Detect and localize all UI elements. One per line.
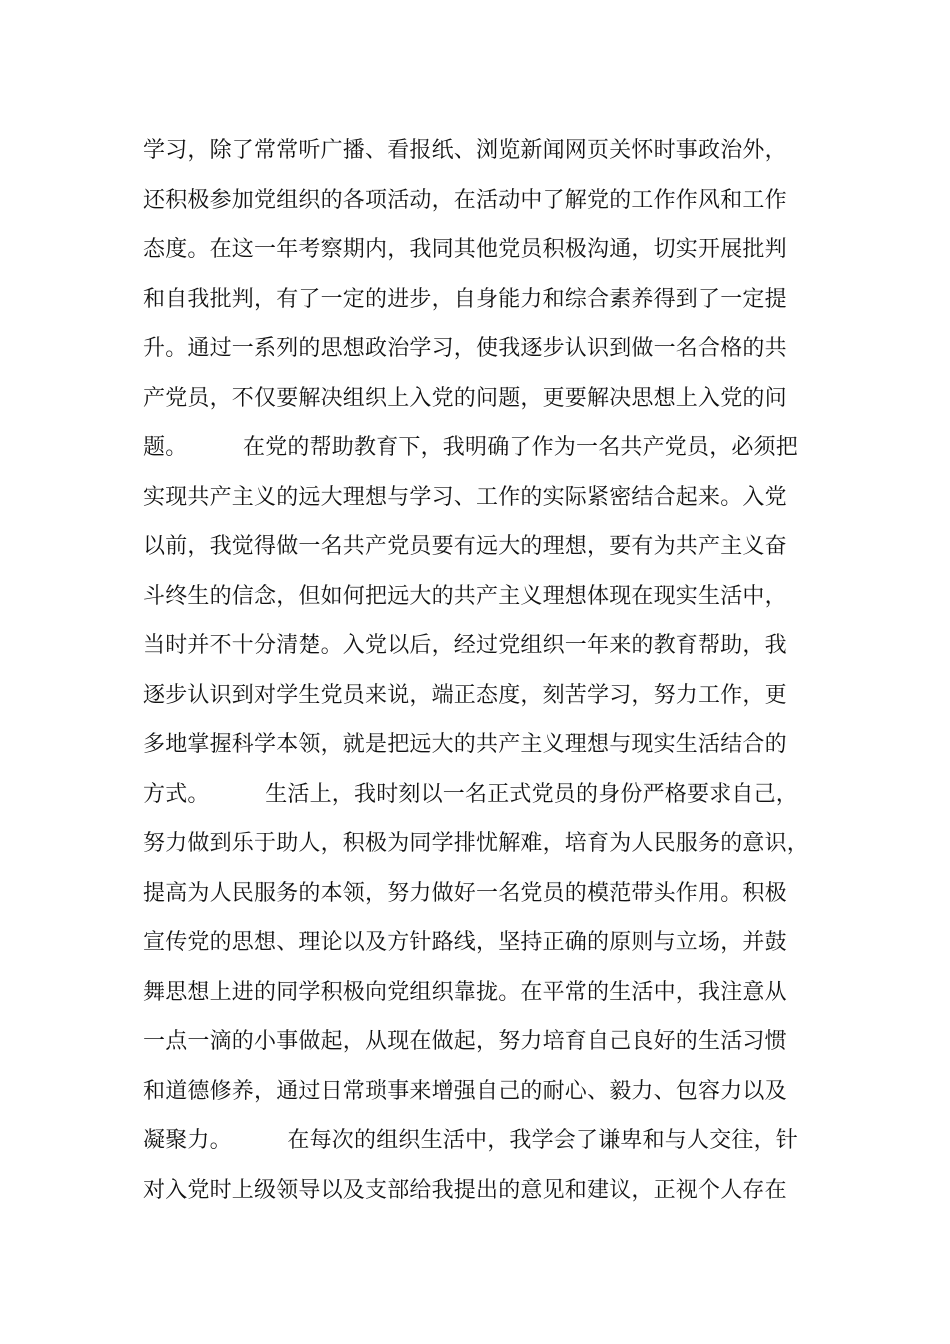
text-line: 斗终生的信念，但如何把远大的共产主义理想体现在现实生活中， <box>143 583 787 609</box>
text-line: 以前，我觉得做一名共产党员要有远大的理想，要有为共产主义奋 <box>143 534 787 559</box>
text-line: 对入党时上级领导以及支部给我提出的意见和建议，正视个人存在 <box>143 1177 787 1203</box>
text-line: 逐步认识到对学生党员来说，端正态度，刻苦学习，努力工作，更 <box>143 682 787 708</box>
text-line: 方式。 生活上，我时刻以一名正式党员的身份严格要求自己， <box>143 781 799 807</box>
text-line: 和自我批判，有了一定的进步，自身能力和综合素养得到了一定提 <box>143 286 787 312</box>
text-line: 升。通过一系列的思想政治学习，使我逐步认识到做一名合格的共 <box>143 336 787 361</box>
text-line: 产党员，不仅要解决组织上入党的问题，更要解决思想上入党的问 <box>143 385 787 411</box>
text-line: 多地掌握科学本领，就是把远大的共产主义理想与现实生活结合的 <box>143 732 787 757</box>
text-line: 题。 在党的帮助教育下，我明确了作为一名共产党员，必须把 <box>143 435 799 460</box>
text-line: 实现共产主义的远大理想与学习、工作的实际紧密结合起来。入党 <box>143 484 787 510</box>
text-line: 凝聚力。 在每次的组织生活中，我学会了谦卑和与人交往，针 <box>143 1128 799 1153</box>
text-line: 学习，除了常常听广播、看报纸、浏览新闻网页关怀时事政治外， <box>143 138 787 163</box>
text-line: 还积极参加党组织的各项活动，在活动中了解党的工作作风和工作 <box>143 187 787 213</box>
text-line: 宣传党的思想、理论以及方针路线，坚持正确的原则与立场，并鼓 <box>143 930 787 955</box>
text-line: 努力做到乐于助人，积极为同学排忧解难，培育为人民服务的意识， <box>143 831 810 856</box>
text-line: 提高为人民服务的本领，努力做好一名党员的模范带头作用。积极 <box>143 880 787 906</box>
body-text <box>143 126 833 1215</box>
text-line: 和道德修养，通过日常琐事来增强自己的耐心、毅力、包容力以及 <box>143 1078 787 1104</box>
text-line: 当时并不十分清楚。入党以后，经过党组织一年来的教育帮助，我 <box>143 633 787 658</box>
text-line: 态度。在这一年考察期内，我同其他党员积极沟通，切实开展批判 <box>143 237 787 262</box>
text-line: 一点一滴的小事做起，从现在做起，努力培育自己良好的生活习惯 <box>143 1029 787 1054</box>
text-line: 舞思想上进的同学积极向党组织靠拢。在平常的生活中，我注意从 <box>143 979 787 1005</box>
